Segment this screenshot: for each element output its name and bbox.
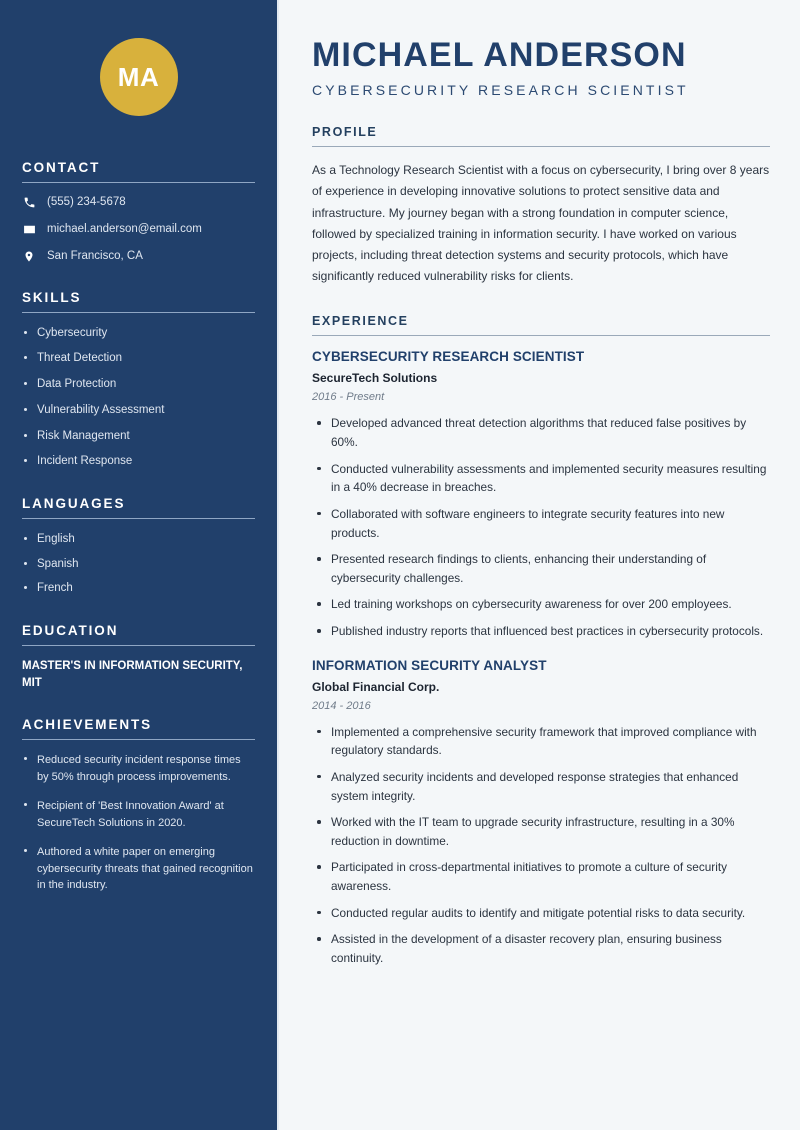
education-heading: EDUCATION (22, 622, 119, 638)
skills-section (22, 290, 255, 470)
job-company: SecureTech Solutions (312, 371, 438, 386)
list-item: Implemented a comprehensive security framework that improved compliance with regulatory standards. (312, 723, 770, 760)
contact-section (22, 160, 255, 264)
list-item: Led training workshops on cybersecurity awareness for over 200 employees. (312, 595, 770, 614)
contact-item-email[interactable] (22, 222, 255, 237)
list-item: French (22, 580, 255, 597)
job-company: Global Financial Corp. (312, 679, 440, 694)
list-item: Conducted regular audits to identify and mitigate potential risks to data security. (312, 904, 770, 923)
list-item: English (22, 531, 255, 548)
education-divider (22, 645, 255, 646)
list-item: Developed advanced threat detection algorithms that reduced false positives by 60%. (312, 414, 770, 451)
profile-section (312, 125, 770, 287)
location-pin-icon (22, 249, 36, 263)
contact-heading: CONTACT (22, 160, 101, 175)
avatar: MA (100, 38, 178, 116)
job-dates: 2014 - 2016 (312, 699, 371, 712)
avatar-container (22, 0, 255, 160)
skills-heading: SKILLS (22, 289, 82, 305)
job-title: INFORMATION SECURITY ANALYST (312, 657, 547, 673)
list-item: Worked with the IT team to upgrade security infrastructure, resulting in a 30% reduction in downtime. (312, 813, 770, 850)
experience-entry (312, 349, 770, 640)
profile-divider (312, 146, 770, 147)
experience-divider (312, 335, 770, 336)
page-title: MICHAEL ANDERSON (312, 36, 687, 74)
list-item: Risk Management (22, 428, 255, 445)
job-title: CYBERSECURITY RESEARCH SCIENTIST (312, 349, 585, 365)
education-section (22, 623, 255, 691)
list-item: Presented research findings to clients, enhancing their understanding of cybersecurity challenges. (312, 550, 770, 587)
list-item: Assisted in the development of a disaster recovery plan, ensuring business continuity. (312, 930, 770, 967)
experience-section (312, 314, 770, 967)
achievements-divider (22, 739, 255, 740)
list-item: Analyzed security incidents and developed response strategies that enhanced system integrity. (312, 768, 770, 805)
list-item: Participated in cross-departmental initiatives to promote a culture of security awareness. (312, 858, 770, 895)
list-item: Vulnerability Assessment (22, 402, 255, 419)
contact-item-location[interactable] (22, 249, 255, 264)
skills-divider (22, 312, 255, 313)
list-item: Reduced security incident response times by 50% through process improvements. (22, 752, 255, 785)
profile-text: As a Technology Research Scientist with a focus on cybersecurity, I bring over 8 years of experience in developing innovative solutions to protect sensitive data and infrastructure. My journey began with a strong foundation in computer science, followed by specialized training in information security. I have worked on various projects, including threat detection systems and security protocols, which have significantly reduced vulnerability risks for clients. (312, 163, 770, 284)
contact-email-value: michael.anderson@email.com (47, 222, 202, 235)
education-degree: MASTER'S IN INFORMATION SECURITY, MIT (22, 659, 243, 689)
languages-divider (22, 518, 255, 519)
contact-phone-value: (555) 234-5678 (47, 196, 126, 208)
achievements-section (22, 717, 255, 894)
languages-list (22, 531, 255, 597)
list-item: Recipient of 'Best Innovation Award' at SecureTech Solutions in 2020. (22, 798, 255, 831)
languages-heading: LANGUAGES (22, 495, 126, 511)
list-item: Threat Detection (22, 350, 255, 367)
list-item: Authored a white paper on emerging cybersecurity threats that gained recognition in the industry. (22, 844, 255, 894)
experience-heading: EXPERIENCE (312, 314, 409, 329)
languages-section (22, 496, 255, 597)
job-bullets (312, 414, 770, 640)
email-icon (22, 222, 36, 236)
list-item: Cybersecurity (22, 325, 255, 342)
main-content (277, 0, 800, 1130)
profile-heading: PROFILE (312, 125, 378, 140)
contact-location-value: San Francisco, CA (47, 249, 143, 262)
list-item: Collaborated with software engineers to integrate security features into new products. (312, 505, 770, 542)
contact-item-phone[interactable] (22, 195, 255, 210)
achievements-heading: ACHIEVEMENTS (22, 717, 153, 733)
list-item: Conducted vulnerability assessments and implemented security measures resulting in a 40% decrease in breaches. (312, 460, 770, 497)
contact-divider (22, 182, 255, 183)
professional-title: CYBERSECURITY RESEARCH SCIENTIST (312, 82, 689, 99)
sidebar (0, 0, 277, 1130)
experience-entry (312, 658, 770, 968)
achievements-list (22, 752, 255, 894)
list-item: Incident Response (22, 453, 255, 470)
list-item: Spanish (22, 556, 255, 573)
phone-icon (22, 195, 36, 209)
skills-list (22, 325, 255, 470)
job-bullets (312, 723, 770, 968)
list-item: Data Protection (22, 376, 255, 393)
list-item: Published industry reports that influenced best practices in cybersecurity protocols. (312, 622, 770, 641)
job-dates: 2016 - Present (312, 391, 385, 404)
